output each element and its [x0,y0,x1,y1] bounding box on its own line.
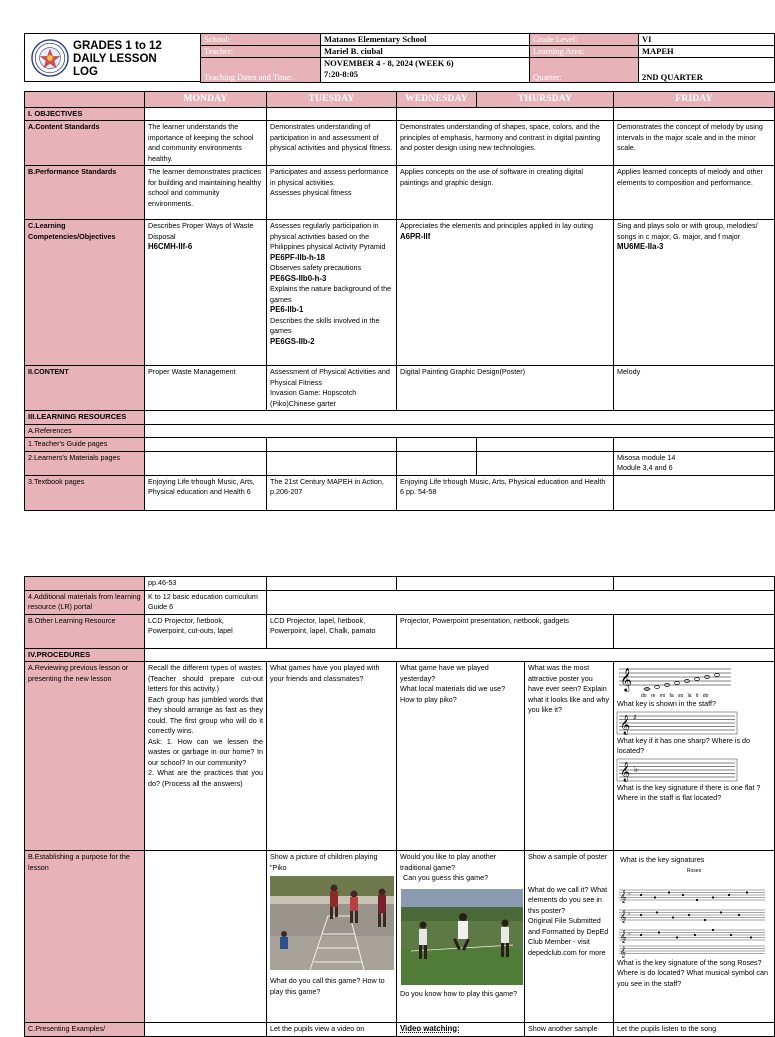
reviewing-thu: What was the most attractive poster you have ever seen? Explain what it looks like and why you like it? [525,662,614,851]
textbook-wed-thu: Enjoying Life trhough Music, Arts, Physical education and Health 6 pp. 54-58 [397,475,614,510]
lesson-log-table-part2 [24,576,775,1037]
empty-cell [477,438,614,452]
empty-cell [145,107,267,121]
additional-materials-mon: K to 12 basic education curriculum Guide 6 [145,590,267,614]
header-info-grid [200,33,775,83]
day-thursday: THURSDAY [477,92,614,108]
procedures-heading: IV.PROCEDURES [25,648,145,662]
content-standards-wed-thu: Demonstrates understanding of shapes, space, colors, and the principles of emphasis, harmony and contrast in digital painting and poster design using new technologies. [397,121,614,166]
teacher-label: Teacher: [201,46,321,58]
school-label: School: [201,34,321,46]
header-title-box [24,33,202,82]
purpose-text: Show a picture of children playing "Piko [270,852,378,872]
day-tuesday: TUESDAY [267,92,397,108]
reviewing-fri [614,662,775,851]
lesson-log-header [24,33,774,82]
competency-text: Sing and plays solo or with group, melodies/ songs in c major, G. major, and f major [617,221,758,241]
area-label: Learning Area: [530,46,639,58]
content-mon: Proper Waste Management [145,366,267,411]
procedures-row [25,648,775,662]
additional-materials-label: 4.Additional materials from learning resource (LR) portal [25,590,145,614]
svg-text:𝄞: 𝄞 [620,761,631,782]
learners-materials-fri [614,451,775,475]
time-line: 7:20-8:05 [324,69,358,79]
svg-text:𝄞: 𝄞 [620,714,631,735]
purpose-wed [397,851,525,1023]
empty-cell [267,107,397,121]
references-label: A.References [25,424,145,438]
reviewing-row [25,662,775,851]
resources-heading: III.LEARNING RESOURCES [25,411,145,425]
competency-code: H6CMH-IIf-6 [148,242,193,251]
empty-cell [267,451,397,475]
empty-cell [145,1023,267,1037]
purpose-text: Would you like to play another traditional game? [400,852,497,872]
day-monday: MONDAY [145,92,267,108]
module-text: Module 3,4 and 6 [617,463,673,472]
performance-standards-fri: Applies learned concepts of melody and other elements to composition and performance. [614,166,775,220]
content-row [25,366,775,411]
content-fri: Melody [614,366,775,411]
content-standards-mon: The learner understands the importance of keeping the school and community environments healthy. [145,121,267,166]
purpose-text: Can you guess this game? [403,873,489,882]
svg-text:♭: ♭ [634,764,639,775]
video-watching-text: Video watching: [400,1024,460,1033]
textbook-mon: Enjoying Life trhough Music, Arts, Physical education and Health 6 [145,475,267,510]
empty-cell [614,614,775,648]
title-line-2: DAILY LESSON [73,53,157,65]
empty-cell [614,475,775,510]
competency-text: Describes the skills involved in the games [270,315,380,335]
purpose-fri [614,851,775,1023]
purpose-text: Do you know how to play this game? [400,988,518,998]
objectives-row [25,107,775,121]
empty-cell [397,577,614,591]
textbook-continued-row [25,577,775,591]
review-text: Each group has jumbled words that they should arrange as fast as they could. The first group who will do it correctly wins. [148,694,263,735]
svg-text:♭: ♭ [628,910,631,917]
competency-code: PE6-IIb-1 [270,305,304,314]
presenting-row [25,1023,775,1037]
competency-text: Assesses regularly participation in physical activities based on the Philippines physical Activity Pyramid [270,221,386,251]
teacher-value: Mariel B. ciubal [321,46,530,58]
review-text: What key if it has one sharp? Where is do located? [617,735,751,755]
empty-cell [145,424,775,438]
dates-value [321,58,530,83]
piko-children-photo [270,876,394,970]
module-text: Misosa module 14 [617,452,676,462]
performance-standards-tue [267,166,397,220]
content-standards-fri: Demonstrates the concept of melody by using intervals in the major scale and in the minor scale. [614,121,775,166]
competency-code: PE6GS-IIb0-h-3 [270,273,327,283]
empty-cell [614,577,775,591]
empty-cell [614,107,775,121]
svg-text:♯: ♯ [633,712,637,722]
teachers-guide-row [25,438,775,452]
grade-value: VI [639,34,775,46]
content-text: Invasion Game: Hopscotch (Piko)Chinese garter [270,388,357,408]
competency-code: MU6ME-IIa-3 [617,242,664,251]
quarter-label: Quarter: [530,58,639,83]
competencies-mon [145,220,267,366]
svg-text:𝄞: 𝄞 [620,667,632,691]
content-wed-thu: Digital Painting Graphic Design(Poster) [397,366,614,411]
empty-cell [614,438,775,452]
performance-standards-mon: The learner demonstrates practices for building and maintaining healthy school and community environments. [145,166,267,220]
performance-tue-line: Participates and assess performance in physical activities. [270,167,389,187]
purpose-text: What do you call this game? How to play this game? [270,976,385,996]
empty-label-cell [25,577,145,591]
performance-standards-label: B.Performance Standards [25,166,145,220]
empty-cell [145,411,775,425]
competency-text: Observes safety precautions [270,263,362,272]
empty-cell [397,438,477,452]
content-text: Assessment of Physical Activities and Physical Fitness [270,367,390,387]
competencies-tue [267,220,397,366]
lesson-log-table-part1 [24,91,775,511]
review-text: What is the key signature if there is one flat ? Where in the staff is flat located? [617,782,761,802]
other-resources-row [25,614,775,648]
purpose-text: Original File Submitted and Formatted by DepEd Club Member - visit depedclub.com for more [528,916,609,957]
empty-cell [397,451,477,475]
learners-materials-label: 2.Learners's Materials pages [25,451,145,475]
competencies-label: C.Learning Competencies/Objectives [25,220,145,366]
svg-text:♭: ♭ [628,930,631,937]
content-standards-tue: Demonstrates understanding of participation in and assessment of physical activities and physical fitness. [267,121,397,166]
empty-cell [145,851,267,1023]
other-resources-wed-thu: Projector, Powerpoint presentation, netbook, gadgets [397,614,614,648]
c-major-staff-icon [617,665,733,695]
content-standards-label: A.Content Standards [25,121,145,166]
performance-standards-row [25,166,775,220]
reviewing-label: A.Reviewing previous lesson or presenting the new lesson [25,662,145,851]
content-heading: II.CONTENT [25,366,145,411]
content-tue [267,366,397,411]
svg-text:𝄞: 𝄞 [620,889,627,903]
purpose-thu [525,851,614,1023]
empty-cell [145,451,267,475]
other-resources-label: B.Other Learning Resource [25,614,145,648]
chinese-garter-photo [400,889,524,985]
empty-cell [145,438,267,452]
review-text: What game have we played yesterday? [400,663,489,683]
roses-song-sheet-icon [617,876,767,956]
competency-code: PE6GS-IIb-2 [270,336,315,346]
competencies-wed-thu [397,220,614,366]
textbook-label: 3.Textbook pages [25,475,145,510]
solfege-notes: do re mi fa so la ti do [641,693,709,699]
blank-header-cell [25,92,145,108]
purpose-text: What is the key signatures [620,855,705,864]
empty-cell [477,451,614,475]
dates-line: NOVEMBER 4 - 8, 2024 (WEEK 6) [324,58,454,68]
svg-text:𝄞: 𝄞 [620,929,627,943]
teachers-guide-label: 1.Teacher's Guide pages [25,438,145,452]
other-resources-mon: LCD Projector, l\etbook, Powerpoint, cut-outs, lapel [145,614,267,648]
lesson-log-title [73,40,201,79]
svg-text:𝄞: 𝄞 [620,909,627,923]
deped-seal-icon [31,39,69,77]
purpose-text: Show a sample of poster [528,852,608,861]
reviewing-mon [145,662,267,851]
presenting-tue: Let the pupils view a video on [267,1023,397,1037]
content-standards-row [25,121,775,166]
competencies-row [25,220,775,366]
additional-materials-row [25,590,775,614]
purpose-label: B.Establishing a purpose for the lesson [25,851,145,1023]
objectives-heading: I. OBJECTIVES [25,107,145,121]
competency-text: Appreciates the elements and principles applied in lay outing [400,221,593,230]
title-line-1: GRADES 1 to 12 [73,40,162,52]
school-value: Matanos Elementary School [321,34,530,46]
reviewing-tue: What games have you played with your friends and classmates? [267,662,397,851]
review-text: 2. What are the practices that you do? (Process all the answers) [148,768,263,788]
dates-label: Teaching Dates and Time: [201,58,321,83]
review-text: What local materials did we use? [400,684,506,693]
empty-cell [267,438,397,452]
resources-row [25,411,775,425]
competency-code: PE6PF-IIb-h-18 [270,252,326,262]
reviewing-wed [397,662,525,851]
title-line-3: LOG [73,66,98,78]
competency-code: A6PR-IIf [400,231,431,241]
purpose-text: What do we call it? What elements do you see in this poster? [528,884,608,915]
competency-text: Explains the nature background of the games [270,284,392,304]
competency-text: Describes Proper Ways of Waste Disposal [148,221,254,241]
review-text: Recall the different types of wastes. (Teacher should prepare cut-out letters for this activity.) [148,663,263,693]
purpose-tue [267,851,397,1023]
grade-label: Grade Level: [530,34,639,46]
empty-cell [397,107,614,121]
learners-materials-row [25,451,775,475]
review-text: How to play piko? [400,694,457,704]
empty-cell [145,648,775,662]
review-text: What key is shown in the staff? [617,699,716,708]
day-header-row [25,92,775,108]
svg-text:𝄞: 𝄞 [620,946,626,958]
presenting-thu: Show another sample [525,1023,614,1037]
g-major-staff-icon [617,712,737,734]
area-value: MAPEH [639,46,775,58]
performance-standards-wed-thu: Applies concepts on the use of software in creating digital paintings and graphic design. [397,166,614,220]
references-row [25,424,775,438]
other-resources-tue: LCD Projector, lapel, l\etbook, Powerpoint, lapel, Chalk, pamato [267,614,397,648]
purpose-text: What is the key signature of the song Roses? Where is do located? What musical symbol can you see in the staff? [617,957,769,988]
svg-text:♭: ♭ [628,890,631,897]
song-title: Roses [686,867,702,874]
empty-cell [267,590,775,614]
competencies-fri [614,220,775,366]
f-major-staff-icon [617,759,737,781]
purpose-row [25,851,775,1023]
day-friday: FRIDAY [614,92,775,108]
day-wednesday: WEDNESDAY [397,92,477,108]
review-text: Ask: 1. How can we lessen the wastes or garbage in our home? In our school? In our community? [148,736,263,767]
textbook-continued-mon: pp.46-53 [145,577,267,591]
presenting-wed [397,1023,525,1037]
performance-tue-line: Assesses physical fitness [270,188,352,197]
empty-cell [267,577,397,591]
presenting-fri: Let the pupils listen to the song [614,1023,775,1037]
textbook-tue: The 21st Century MAPEH in Action, p.206-207 [267,475,397,510]
quarter-value: 2ND QUARTER [639,58,775,83]
textbook-row [25,475,775,510]
presenting-label: C.Presenting Examples/ [25,1023,145,1037]
